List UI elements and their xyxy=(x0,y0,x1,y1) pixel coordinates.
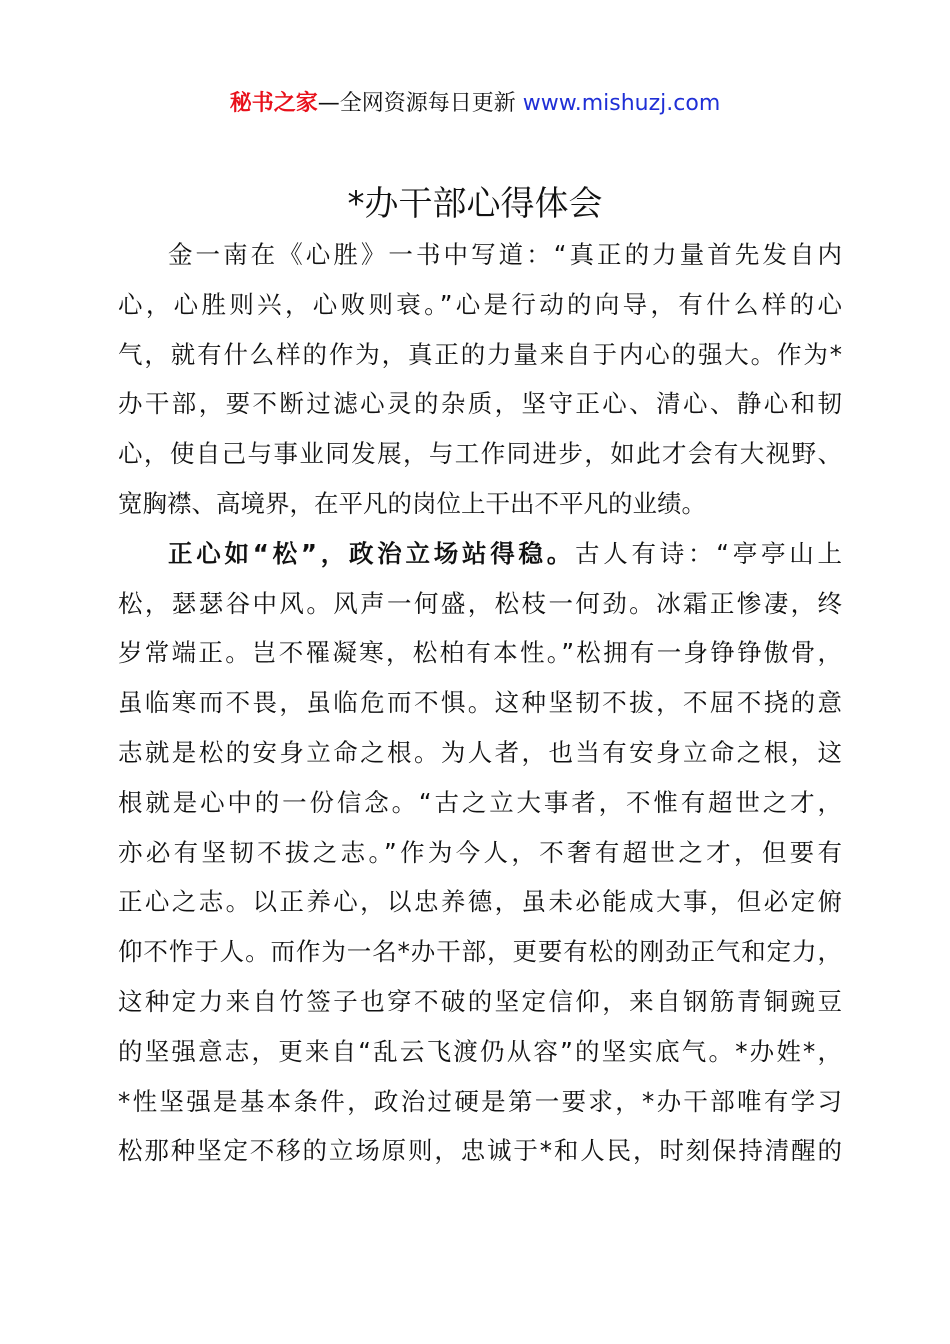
text-line: 心，心胜则兴，心败则衰。”心是行动的向导，有什么样的心 xyxy=(118,289,842,319)
text-line: *性坚强是基本条件，政治过硬是第一要求，*办干部唯有学习 xyxy=(118,1086,842,1116)
section-heading: 正心如“松”，政治立场站得稳。 xyxy=(168,538,576,568)
text-line: 金一南在《心胜》一书中写道：“真正的力量首先发自内 xyxy=(168,240,842,269)
text-line: 虽临寒而不畏，虽临危而不惧。这种坚韧不拔，不屈不挠的意 xyxy=(118,688,842,718)
text-run: 古人有诗：“亭亭山上 xyxy=(575,538,842,568)
site-header xyxy=(0,86,950,122)
text-line: 心，使自己与事业同发展，与工作同进步，如此才会有大视野、 xyxy=(118,439,842,469)
text-line: 仰不怍于人。而作为一名*办干部，更要有松的刚劲正气和定力， xyxy=(118,937,842,967)
text-line: 亦必有坚韧不拔之志。”作为今人，不奢有超世之才，但要有 xyxy=(118,837,842,867)
site-url-link[interactable]: www.mishuzj.com xyxy=(522,91,721,116)
document-body xyxy=(118,230,842,1176)
text-line: 根就是心中的一份信念。“古之立大事者，不惟有超世之才， xyxy=(118,787,842,817)
header-tagline: —全网资源每日更新 xyxy=(317,91,523,116)
text-line: 岁常端正。岂不罹凝寒，松柏有本性。”松拥有一身铮铮傲骨， xyxy=(118,638,842,668)
text-line: 宽胸襟、高境界，在平凡的岗位上干出不平凡的业绩。 xyxy=(118,488,706,518)
brand-name: 秘书之家 xyxy=(229,91,318,116)
text-line: 正心之志。以正养心，以忠养德，虽未必能成大事，但必定俯 xyxy=(118,887,842,917)
text-line: 志就是松的安身立命之根。为人者，也当有安身立命之根，这 xyxy=(118,737,842,767)
text-line: 办干部，要不断过滤心灵的杂质，坚守正心、清心、静心和韧 xyxy=(118,389,842,419)
text-line: 气，就有什么样的作为，真正的力量来自于内心的强大。作为* xyxy=(118,339,842,369)
document-title: *办干部心得体会 xyxy=(347,184,603,224)
paragraph-2 xyxy=(118,529,842,1176)
text-line: 松，瑟瑟谷中风。风声一何盛，松枝一何劲。冰霜正惨凄，终 xyxy=(118,588,842,618)
text-line xyxy=(118,529,842,579)
paragraph-1 xyxy=(118,230,842,529)
text-line: 这种定力来自竹签子也穿不破的坚定信仰，来自钢筋青铜豌豆 xyxy=(118,986,842,1016)
text-line: 的坚强意志，更来自“乱云飞渡仍从容”的坚实底气。*办姓*， xyxy=(118,1036,842,1066)
text-line: 松那种坚定不移的立场原则，忠诚于*和人民，时刻保持清醒的 xyxy=(118,1136,842,1166)
